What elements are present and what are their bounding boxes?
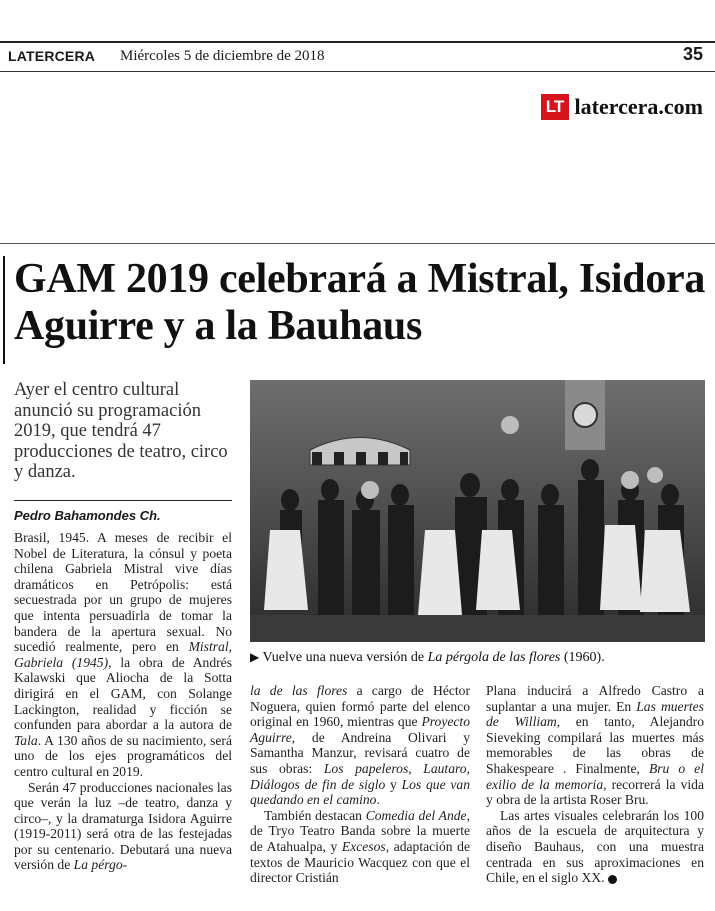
byline: Pedro Bahamondes Ch. (14, 508, 161, 523)
paragraph: Serán 47 producciones nacionales las que verán la luz –de teatro, danza y circo–, y la dramaturga Isidora Aguirre (1919-2011) será otra de las festejadas por su centenario. Debutará una nueva versión de La pérgo- (14, 779, 232, 873)
header-rule-bottom (0, 71, 715, 72)
article-column-2 (250, 683, 470, 886)
play-triangle-icon: ▶ (250, 650, 260, 664)
article-headline: GAM 2019 celebrará a Mistral, Isidora Aguirre y a la Bauhaus (14, 256, 706, 349)
paragraph: También destacan Comedia del Ande, de Tryo Teatro Banda sobre la muerte de Atahualpa, y Excesos, adaptación de textos de Mauricio Wacquez con que el director Cristián (250, 807, 470, 886)
header-date: Miércoles 5 de diciembre de 2018 (120, 48, 325, 64)
paragraph: Brasil, 1945. A meses de recibir el Nobel de Literatura, la cónsul y poeta chilena Gabriela Mistral vive días dramáticos en Petrópolis: está secuestrada por un grupo de mujeres que intenta persuadirla de tomar la bandera de la apertura sexual. No sucedió realmente, pero en Mistral, Gabriela (1945), la obra de Andrés Kalawski que Aliocha de la Sotta dirigirá en el GAM, con Solange Lackington, realidad y ficción se confunden para abordar a la autora de Tala. A 130 años de su nacimiento, será uno de los ejes programáticos del centro cultural en 2019. (14, 530, 232, 779)
headline-accent-bar (3, 256, 5, 364)
photo-caption: ▶ Vuelve una nueva versión de La pérgola de las flores (1960). (250, 650, 605, 665)
logo-text: latercera.com (574, 94, 703, 119)
page-number: 35 (682, 44, 703, 64)
paragraph: Plana inducirá a Alfredo Castro a suplantar a una mujer. En Las muertes de William, en tanto, Alejandro Sieveking compilará las muertes más memorables de las obras de Shakespeare . Finalmente, Bru o el exilio de la memoria, recorrerá la vida y obra de la artista Roser Bru. (486, 683, 705, 808)
site-logo[interactable] (541, 94, 703, 120)
paragraph: la de las flores a cargo de Héctor Noguera, quien formó parte del elenco original en 1960, mientras que Proyecto Aguirre, de Andreina Olivari y Samantha Manzur, revisará cuatro de sus obras: Los papeleros, Lautaro, Diálogos de fin de siglo y Los que van quedando en el camino. (250, 683, 470, 808)
paragraph: Las artes visuales celebrarán los 100 años de la escuela de arquitectura y diseño Bauhaus, con una muestra centrada en sus aproximaciones en Chile, en el siglo XX. (486, 807, 704, 886)
end-dot-icon (608, 875, 617, 884)
header-rule-top (0, 41, 715, 43)
article-deck: Ayer el centro cultural anunció su programación 2019, que tendrá 47 producciones de teatro, circo y danza. (14, 380, 228, 482)
logo-mark: LT (541, 94, 569, 120)
header-brand: LATERCERA (8, 48, 96, 64)
byline-rule (14, 500, 232, 501)
stage-photo (250, 380, 705, 642)
article-column-3 (486, 683, 704, 886)
article-column-1 (14, 530, 232, 873)
headline-rule (0, 243, 715, 244)
